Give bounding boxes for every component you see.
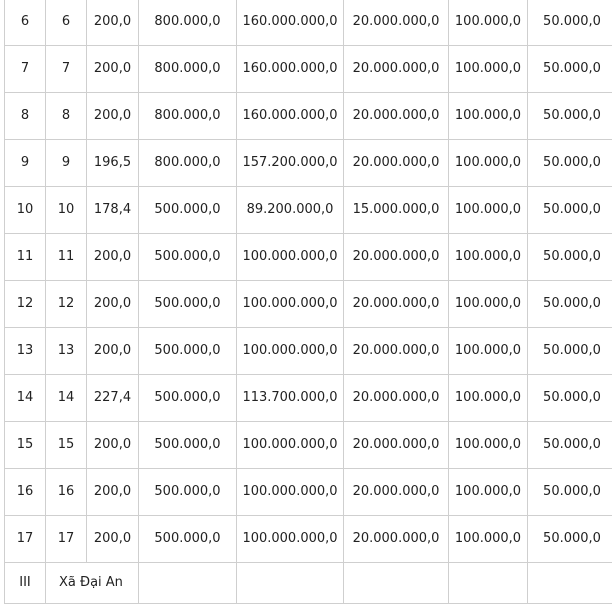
table-cell (139, 563, 237, 604)
table-cell: 50.000,0 (528, 140, 612, 187)
table-cell: 157.200.000,0 (237, 140, 344, 187)
table-cell: 160.000.000,0 (237, 46, 344, 93)
table-cell: 20.000.000,0 (344, 375, 449, 422)
table-cell: 178,4 (87, 187, 139, 234)
table-cell (528, 563, 612, 604)
table-cell: 20.000.000,0 (344, 516, 449, 563)
table-cell: 20.000.000,0 (344, 93, 449, 140)
table-cell: 100.000,0 (449, 422, 528, 469)
table-cell: 20.000.000,0 (344, 281, 449, 328)
table-cell: 800.000,0 (139, 93, 237, 140)
table-cell: 100.000,0 (449, 516, 528, 563)
table-row (5, 46, 612, 93)
table-cell: 7 (46, 46, 87, 93)
table-cell: 800.000,0 (139, 0, 237, 46)
table-row (5, 140, 612, 187)
table-cell: 17 (46, 516, 87, 563)
table-cell: 15.000.000,0 (344, 187, 449, 234)
table-cell: 227,4 (87, 375, 139, 422)
table-cell: 20.000.000,0 (344, 469, 449, 516)
table-cell: 200,0 (87, 0, 139, 46)
table-cell: 20.000.000,0 (344, 140, 449, 187)
table-row (5, 234, 612, 281)
table-cell: 50.000,0 (528, 469, 612, 516)
table-cell: 50.000,0 (528, 281, 612, 328)
table-cell: 100.000,0 (449, 469, 528, 516)
table-cell: 200,0 (87, 281, 139, 328)
table-cell: 20.000.000,0 (344, 234, 449, 281)
table-cell: 100.000,0 (449, 46, 528, 93)
table-cell: 50.000,0 (528, 187, 612, 234)
table-cell: 8 (5, 93, 46, 140)
table-cell: 500.000,0 (139, 281, 237, 328)
table-cell: 500.000,0 (139, 375, 237, 422)
table-cell: 100.000,0 (449, 187, 528, 234)
table-cell: 100.000,0 (449, 328, 528, 375)
table-cell: 160.000.000,0 (237, 93, 344, 140)
table-cell: 200,0 (87, 328, 139, 375)
table-row (5, 469, 612, 516)
table-row (5, 328, 612, 375)
table-row (5, 516, 612, 563)
table-cell: 100.000.000,0 (237, 328, 344, 375)
table-cell: 13 (5, 328, 46, 375)
table-cell: 100.000.000,0 (237, 281, 344, 328)
table-cell: 196,5 (87, 140, 139, 187)
table-cell: 16 (46, 469, 87, 516)
table-cell: 12 (46, 281, 87, 328)
table-cell: 500.000,0 (139, 422, 237, 469)
table-cell: 50.000,0 (528, 375, 612, 422)
table-cell: 500.000,0 (139, 516, 237, 563)
table-cell: 7 (5, 46, 46, 93)
table-cell: 50.000,0 (528, 46, 612, 93)
table-cell: 11 (46, 234, 87, 281)
table-cell: 9 (5, 140, 46, 187)
table-cell: 17 (5, 516, 46, 563)
table-cell: 100.000,0 (449, 281, 528, 328)
table-cell: 800.000,0 (139, 140, 237, 187)
table-cell: 20.000.000,0 (344, 422, 449, 469)
table-row (5, 375, 612, 422)
table-cell: 100.000.000,0 (237, 469, 344, 516)
table-cell: 200,0 (87, 46, 139, 93)
table-cell: 10 (5, 187, 46, 234)
table-row (5, 0, 612, 46)
table-row (5, 93, 612, 140)
table-cell (449, 563, 528, 604)
table-cell: 200,0 (87, 422, 139, 469)
table-cell: 14 (5, 375, 46, 422)
table-body (5, 0, 612, 604)
table-cell: 200,0 (87, 469, 139, 516)
table-cell: 100.000.000,0 (237, 516, 344, 563)
table-cell: 6 (46, 0, 87, 46)
table-cell: 800.000,0 (139, 46, 237, 93)
table-cell: 50.000,0 (528, 0, 612, 46)
table-cell: 500.000,0 (139, 187, 237, 234)
table-cell: 50.000,0 (528, 234, 612, 281)
table-cell: 50.000,0 (528, 328, 612, 375)
table-cell: 15 (46, 422, 87, 469)
table-row (5, 422, 612, 469)
table-cell: 160.000.000,0 (237, 0, 344, 46)
table-cell: 200,0 (87, 234, 139, 281)
table-cell: 50.000,0 (528, 516, 612, 563)
section-name: Xã Đại An (46, 563, 139, 604)
table-cell: 50.000,0 (528, 422, 612, 469)
table-cell: 100.000,0 (449, 0, 528, 46)
table-cell: 20.000.000,0 (344, 46, 449, 93)
table-row (5, 187, 612, 234)
section-number: III (5, 563, 46, 604)
table-cell: 20.000.000,0 (344, 0, 449, 46)
table-cell: 14 (46, 375, 87, 422)
table-cell: 16 (5, 469, 46, 516)
table-cell: 200,0 (87, 516, 139, 563)
table-cell: 9 (46, 140, 87, 187)
table-cell: 200,0 (87, 93, 139, 140)
table-cell: 100.000,0 (449, 140, 528, 187)
table-cell: 100.000.000,0 (237, 234, 344, 281)
table-cell (344, 563, 449, 604)
table-cell (237, 563, 344, 604)
table-cell: 13 (46, 328, 87, 375)
table-cell: 15 (5, 422, 46, 469)
table-cell: 100.000,0 (449, 234, 528, 281)
table-cell: 500.000,0 (139, 234, 237, 281)
table-cell: 500.000,0 (139, 328, 237, 375)
table-cell: 8 (46, 93, 87, 140)
table-cell: 6 (5, 0, 46, 46)
table-cell: 50.000,0 (528, 93, 612, 140)
table-cell: 113.700.000,0 (237, 375, 344, 422)
table-row (5, 281, 612, 328)
table-cell: 12 (5, 281, 46, 328)
table-cell: 10 (46, 187, 87, 234)
table-cell: 100.000.000,0 (237, 422, 344, 469)
table-cell: 89.200.000,0 (237, 187, 344, 234)
section-header-row (5, 563, 612, 604)
table-cell: 20.000.000,0 (344, 328, 449, 375)
table-cell: 100.000,0 (449, 93, 528, 140)
land-price-table (4, 0, 612, 604)
table-cell: 500.000,0 (139, 469, 237, 516)
table-cell: 11 (5, 234, 46, 281)
table-cell: 100.000,0 (449, 375, 528, 422)
